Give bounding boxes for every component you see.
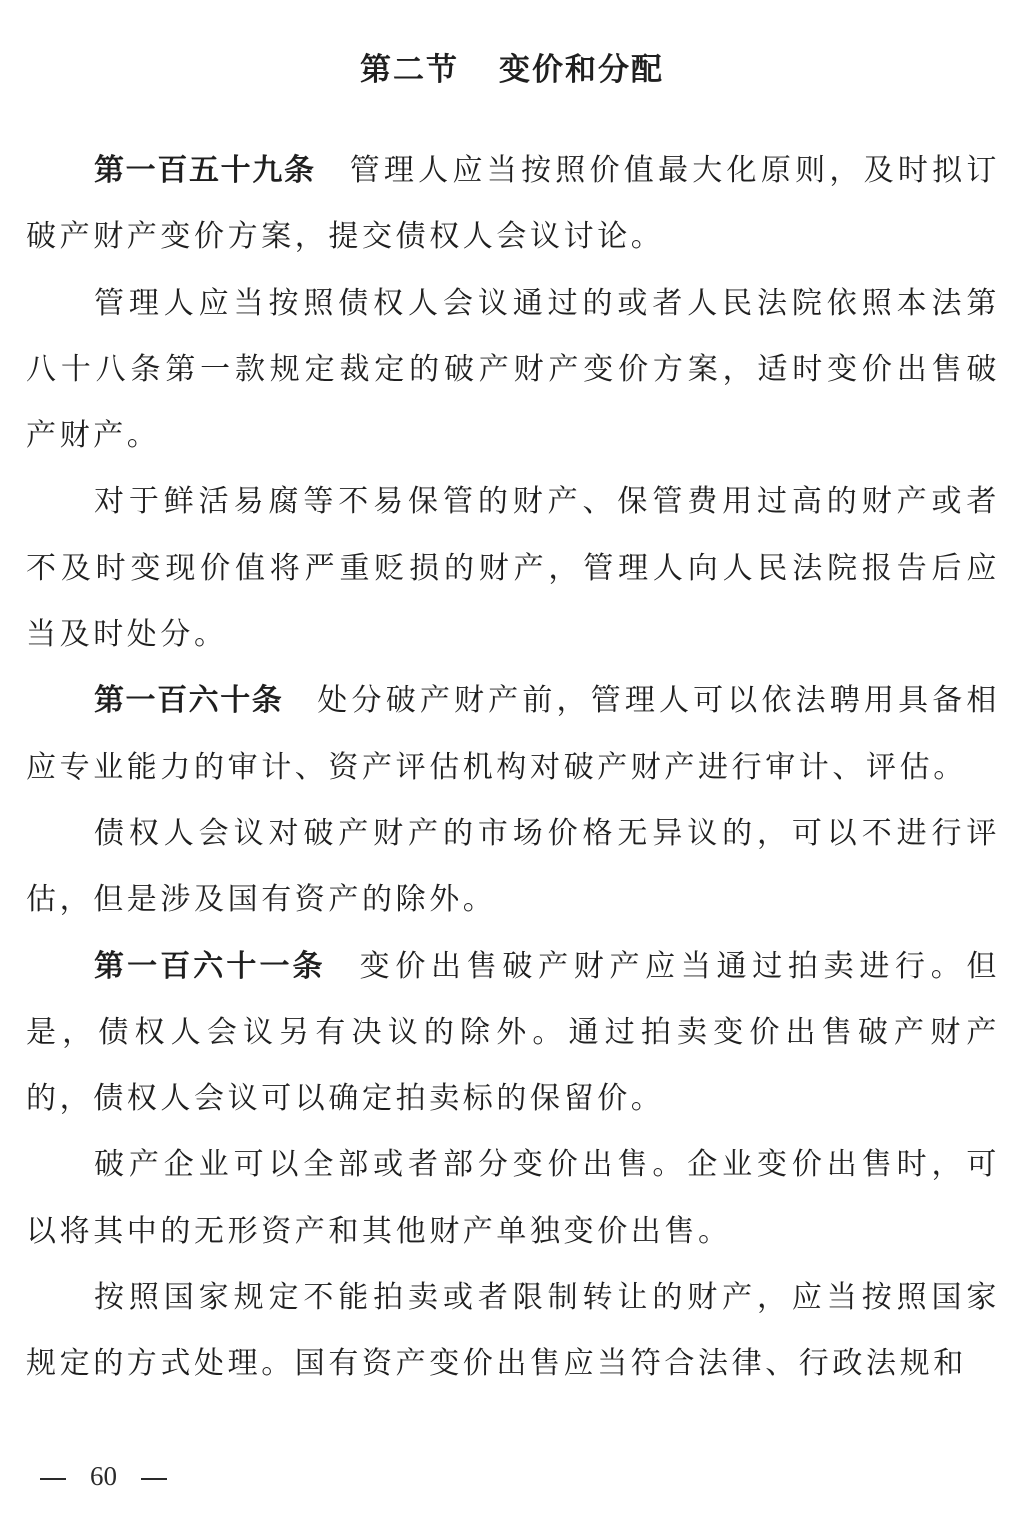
article-heading: 第一百五十九条 [94,153,316,188]
paragraph-text: 债权人会议对破产财产的市场价格无异议的，可以不进行评估，但是涉及国有资产的除外。 [26,815,1000,918]
paragraph [26,271,1000,470]
paragraph-text: 变价出售破产财产应当通过拍卖进行。但是，债权人会议另有决议的除外。通过拍卖变价出售破产财产的，债权人会议可以确定拍卖标的保留价。 [26,948,1000,1117]
page-footer [40,1458,167,1494]
paragraph-text: 破产企业可以全部或者部分变价出售。企业变价出售时，可以将其中的无形资产和其他财产单独变价出售。 [26,1147,1000,1249]
section-number: 第二节 [360,52,459,88]
paragraph-text: 对于鲜活易腐等不易保管的财产、保管费用过高的财产或者不及时变现价值将严重贬损的财产，管理人向人民法院报告后应当及时处分。 [26,484,1000,653]
article-heading: 第一百六十一条 [94,948,326,984]
paragraph [26,138,1000,271]
body-text [26,138,1000,1398]
paragraph [26,801,1000,934]
paragraph [26,668,1000,801]
paragraph [26,934,1000,1133]
section-name: 变价和分配 [499,52,664,88]
paragraph [26,1132,1000,1265]
footer-dash-left [40,1478,66,1480]
page-number: 60 [90,1461,117,1491]
paragraph-text: 处分破产财产前，管理人可以依法聘用具备相应专业能力的审计、资产评估机构对破产财产进行审计、评估。 [26,683,1001,785]
article-heading: 第一百六十条 [94,683,284,719]
footer-dash-right [141,1478,167,1480]
paragraph-text: 管理人应当按照债权人会议通过的或者人民法院依照本法第八十八条第一款规定裁定的破产财产变价方案，适时变价出售破产财产。 [26,285,1000,454]
paragraph-text: 管理人应当按照价值最大化原则，及时拟订破产财产变价方案，提交债权人会议讨论。 [26,153,1001,255]
paragraph [26,469,1000,668]
paragraph-text: 按照国家规定不能拍卖或者限制转让的财产，应当按照国家规定的方式处理。国有资产变价出售应当符合法律、行政法规和 [26,1280,1000,1382]
section-title [0,48,1024,92]
paragraph [26,1265,1000,1398]
